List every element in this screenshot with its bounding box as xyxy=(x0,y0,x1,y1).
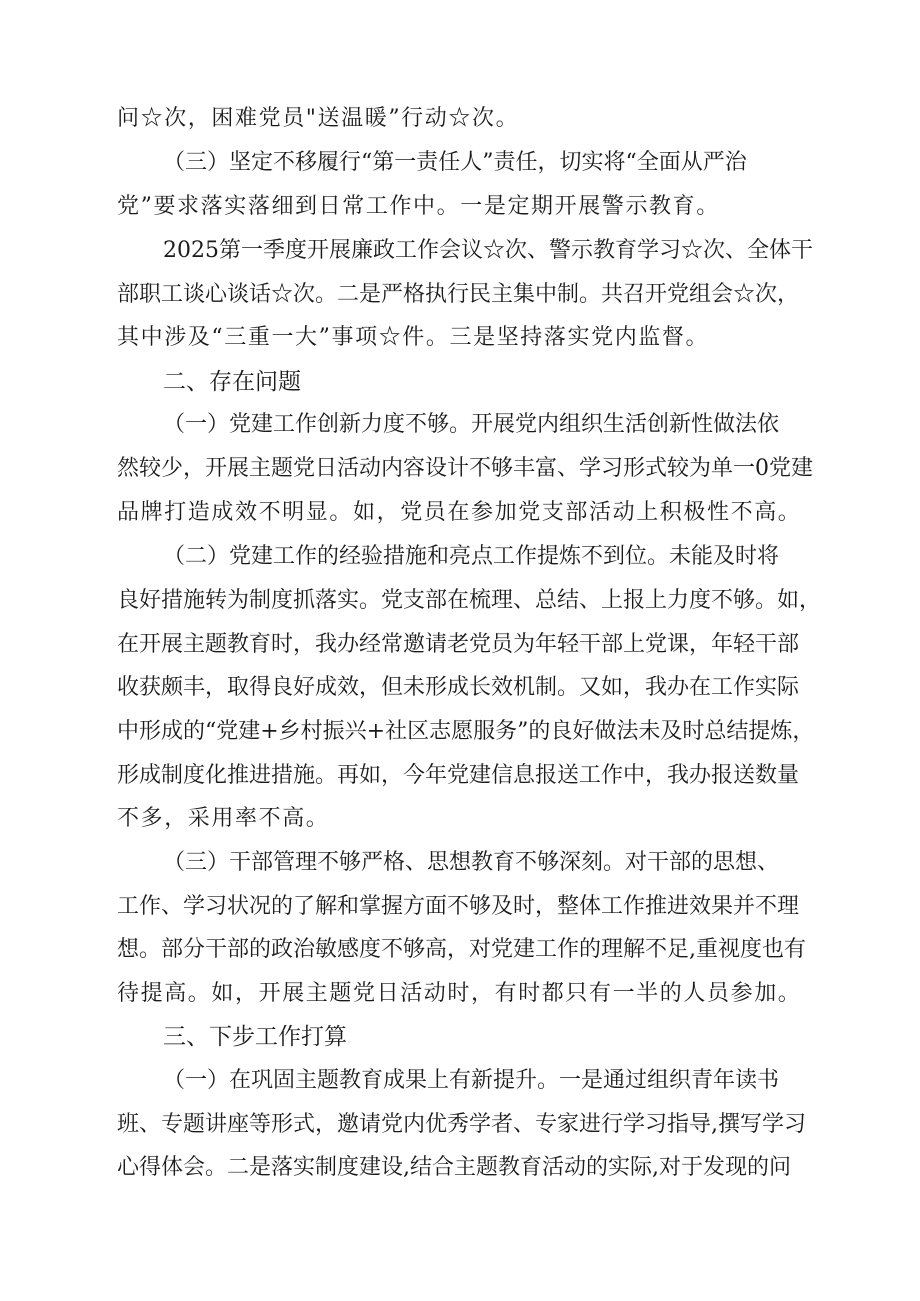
text-line: 良好措施转为制度抓落实。党支部在梳理、总结、上报上力度不够。如， xyxy=(117,588,822,613)
text-line: 形成制度化推进措施。再如，今年党建信息报送工作中，我办报送数量 xyxy=(117,763,800,788)
text-line: 部职工谈心谈话☆次。二是严格执行民主集中制。共召开党组会☆次， xyxy=(117,282,800,307)
paragraph-first-line: （一）党建工作创新力度不够。开展党内组织生活创新性做法依 xyxy=(163,412,780,437)
text-line: 班、专题讲座等形式，邀请党内优秀学者、专家进行学习指导,撰写学习 xyxy=(117,1112,806,1137)
text-line: 待提高。如，开展主题党日活动时，有时都只有一半的人员参加。 xyxy=(117,981,802,1006)
section-heading: 二、存在问题 xyxy=(163,369,301,395)
paragraph-first-line: （三）坚定不移履行“第一责任人”责任，切实将“全面从严治 xyxy=(163,150,747,175)
paragraph-first-line: （一）在巩固主题教育成果上有新提升。一是通过组织青年读书 xyxy=(163,1068,780,1093)
text-line: 党”要求落实落细到日常工作中。一是定期开展警示教育。 xyxy=(117,194,720,219)
text-line: 中形成的“党建+乡村振兴+社区志愿服务”的良好做法未及时总结提炼， xyxy=(117,719,815,744)
text-line: 想。部分干部的政治敏感度不够高，对党建工作的理解不足,重视度也有 xyxy=(117,937,806,962)
paragraph-first-line: 2025第一季度开展廉政工作会议☆次、警示教育学习☆次、全体干 xyxy=(163,238,813,263)
paragraph-first-line: （三）干部管理不够严格、思想教育不够深刻。对干部的思想、 xyxy=(163,850,780,875)
paragraph-first-line: （二）党建工作的经验措施和亮点工作提炼不到位。未能及时将 xyxy=(163,544,780,569)
text-line: 工作、学习状况的了解和掌握方面不够及时，整体工作推进效果并不理 xyxy=(117,894,800,919)
section-heading: 三、下步工作打算 xyxy=(163,1024,347,1050)
text-line: 其中涉及“三重一大”事项☆件。三是坚持落实党内监督。 xyxy=(117,325,710,350)
text-line: 然较少，开展主题党日活动内容设计不够丰富、学习形式较为单一0党建 xyxy=(117,456,813,481)
text-line: 问☆次，困难党员"送温暖”行动☆次。 xyxy=(117,106,520,131)
text-line: 心得体会。二是落实制度建设,结合主题教育活动的实际,对于发现的问 xyxy=(117,1155,791,1180)
text-line: 不多，采用率不高。 xyxy=(117,806,330,831)
text-line: 品牌打造成效不明显。如，党员在参加党支部活动上积极性不高。 xyxy=(117,500,802,525)
text-line: 收获颇丰，取得良好成效，但未形成长效机制。又如，我办在工作实际 xyxy=(117,675,800,700)
text-line: 在开展主题教育时，我办经常邀请老党员为年轻干部上党课，年轻干部 xyxy=(117,632,800,657)
